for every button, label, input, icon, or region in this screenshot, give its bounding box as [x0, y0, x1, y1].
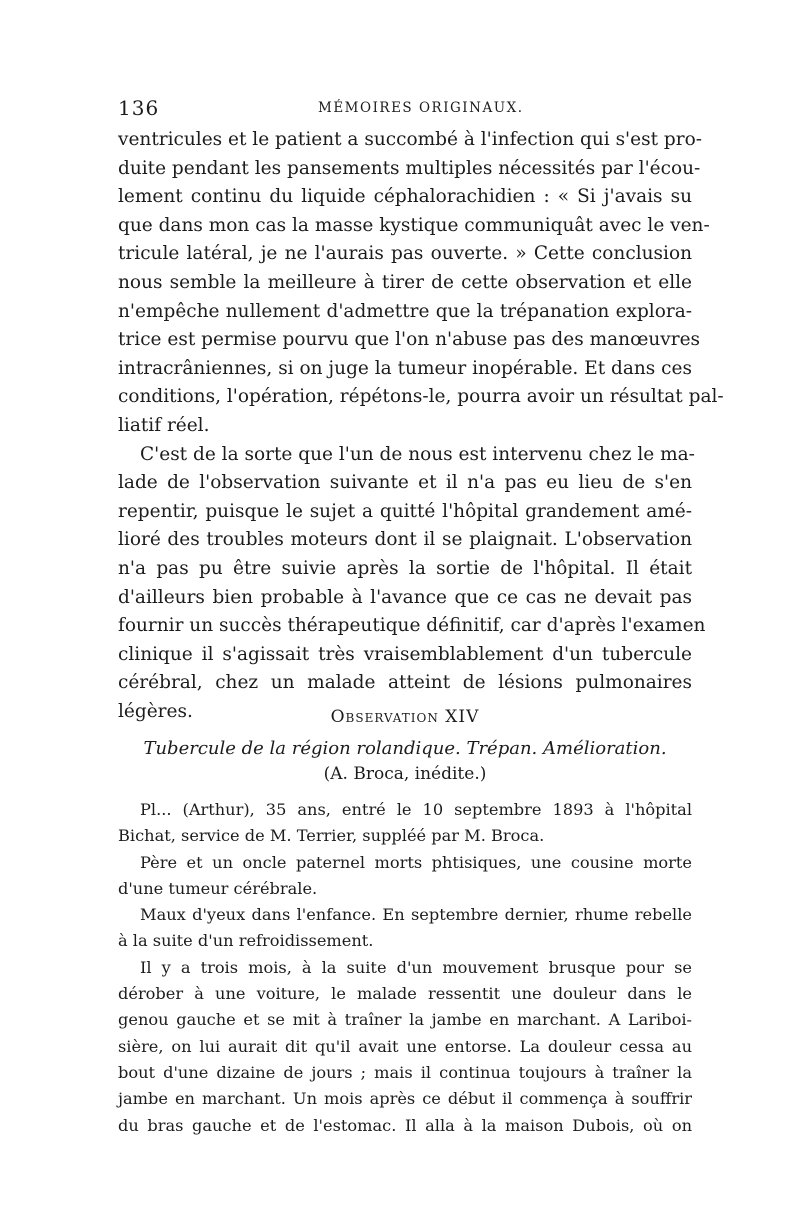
text-line: repentir, puisque le sujet a quitté l'hôpital grandement amé- — [118, 500, 692, 522]
text-line: d'une tumeur cérébrale. — [118, 878, 318, 898]
text-line: conditions, l'opération, répétons-le, pourra avoir un résultat pal- — [118, 386, 724, 408]
text-line: genou gauche et se mit à traîner la jambe en marchant. A Lariboi- — [118, 1010, 692, 1030]
text-line: lement continu du liquide céphalorachidien : « Si j'avais su — [118, 186, 692, 208]
text-line: ventricules et le patient a succombé à l'infection qui s'est pro- — [118, 129, 702, 150]
text-line: n'a pas pu être suivie après la sortie de l'hôpital. Il était — [118, 557, 692, 579]
body-text-upper — [118, 126, 724, 726]
text-line: Pl... (Arthur), 35 ans, entré le 10 septembre 1893 à l'hôpital — [140, 800, 692, 819]
text-line: liatif réel. — [118, 414, 210, 436]
body-text-observation — [118, 797, 692, 1139]
text-line: à la suite d'un refroidissement. — [118, 931, 374, 951]
text-line: du bras gauche et de l'estomac. Il alla à la maison Dubois, où on — [118, 1115, 692, 1135]
text-line: bout d'une dizaine de jours ; mais il continua toujours à traîner la — [118, 1062, 692, 1082]
text-line: dérober à une voiture, le malade ressentit une douleur dans le — [118, 984, 692, 1004]
text-line: clinique il s'agissait très vraisemblablement d'un tubercule — [118, 643, 692, 665]
text-line: n'empêche nullement d'admettre que la trépanation explora- — [118, 300, 692, 322]
observation-label: Observation XIV — [330, 707, 480, 727]
text-line: Bichat, service de M. Terrier, suppléé par M. Broca. — [118, 826, 545, 846]
text-line: légères. — [118, 700, 193, 722]
observation-title: Tubercule de la région rolandique. Trépan. Amélioration. — [143, 738, 667, 759]
text-line: tricule latéral, je ne l'aurais pas ouverte. » Cette conclusion — [118, 243, 692, 265]
text-line: d'ailleurs bien probable à l'avance que ce cas ne devait pas — [118, 586, 692, 608]
text-line: Maux d'yeux dans l'enfance. En septembre dernier, rhume rebelle — [140, 905, 692, 925]
running-head — [118, 96, 693, 122]
text-line: Père et un oncle paternel morts phtisiques, une cousine morte — [140, 852, 692, 872]
text-line: jambe en marchant. Un mois après ce début il commença à souffrir — [118, 1089, 692, 1109]
text-line: lioré des troubles moteurs dont il se plaignait. L'observation — [118, 529, 692, 551]
text-line: que dans mon cas la masse kystique communiquât avec le ven- — [118, 214, 710, 236]
text-line: cérébral, chez un malade atteint de lésions pulmonaires — [118, 672, 692, 694]
text-line: duite pendant les pansements multiples nécessités par l'écou- — [118, 157, 701, 179]
text-line: fournir un succès thérapeutique définitif, car d'après l'examen — [118, 615, 706, 637]
text-line: intracrâniennes, si on juge la tumeur inopérable. Et dans ces — [118, 357, 692, 379]
page-number: 136 — [118, 96, 160, 120]
text-line: lade de l'observation suivante et il n'a pas eu lieu de s'en — [118, 472, 692, 494]
observation-author: (A. Broca, inédite.) — [323, 764, 487, 784]
text-line: trice est permise pourvu que l'on n'abuse pas des manœuvres — [118, 329, 701, 351]
text-line: C'est de la sorte que l'un de nous est intervenu chez le ma- — [140, 443, 695, 465]
running-title: MÉMOIRES ORIGINAUX. — [318, 100, 524, 116]
text-line: Il y a trois mois, à la suite d'un mouvement brusque pour se — [140, 957, 692, 977]
text-line: nous semble la meilleure à tirer de cette observation et elle — [118, 271, 692, 293]
text-line: sière, on lui aurait dit qu'il avait une entorse. La douleur cessa au — [118, 1036, 692, 1056]
